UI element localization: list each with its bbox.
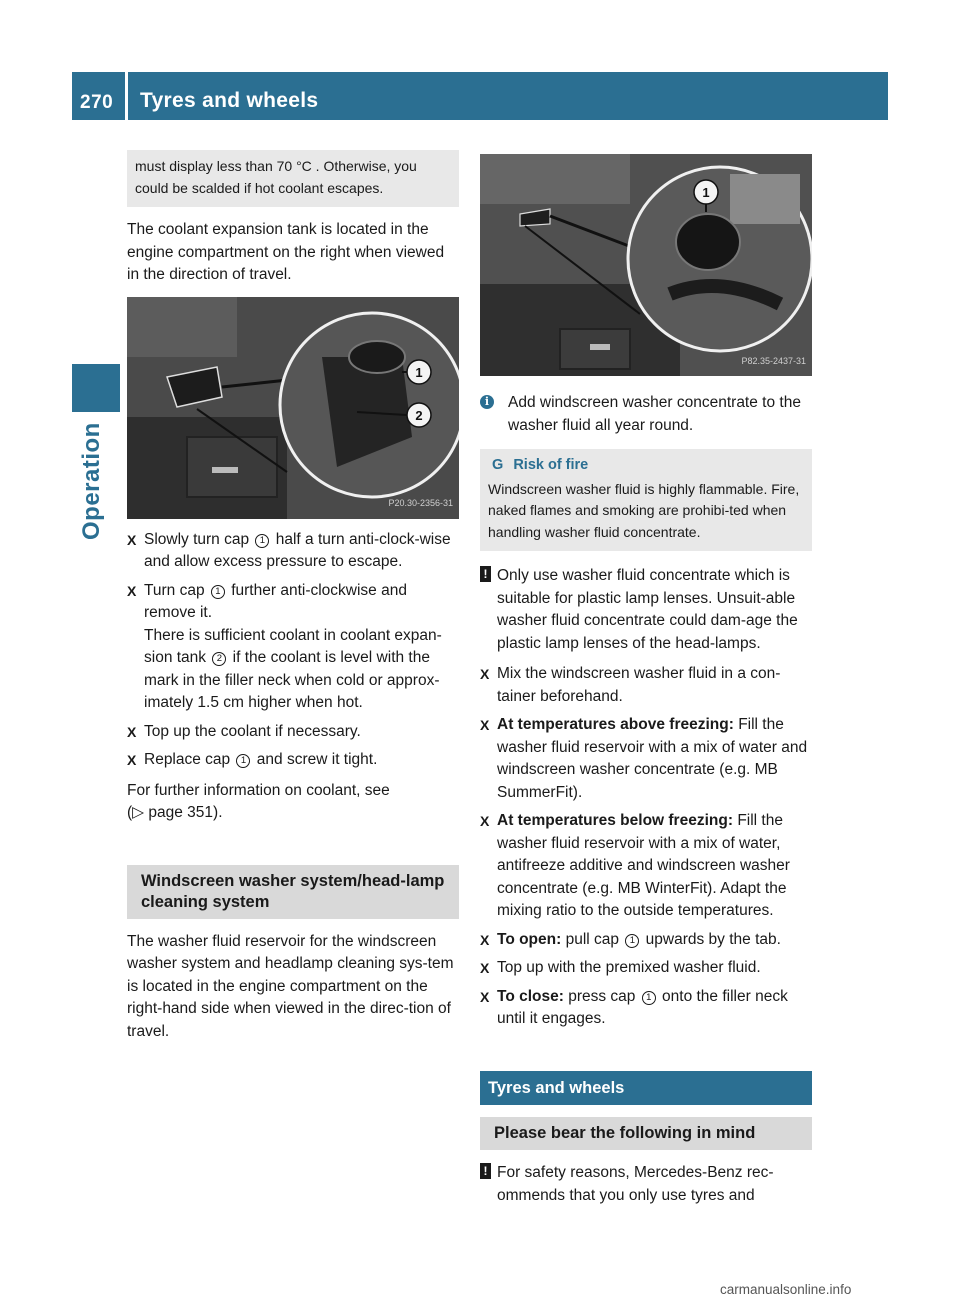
left-column: [127, 150, 459, 1053]
callout-1-icon: 1: [642, 991, 656, 1005]
washer-section-heading: Windscreen washer system/head-lamp cleaning system: [127, 865, 459, 919]
photo-code: P82.35-2437-31: [741, 355, 806, 366]
step-below-freezing: X At temperatures below freezing: Fill the washer fluid reservoir with a mix of water, antifreeze additive and windscreen washer concentrate (e.g. MB WinterFit). Adapt the mixing ratio to the outside temperatures.: [480, 812, 790, 919]
arrow-icon: X: [480, 813, 490, 829]
step-top-up-coolant: X Top up the coolant if necessary.: [127, 721, 459, 744]
tank-location-text: The coolant expansion tank is located in the engine compartment on the right when viewed in the direction of travel.: [127, 221, 445, 283]
arrow-icon: X: [127, 723, 137, 740]
info-note: i Add windscreen washer concentrate to the washer fluid all year round.: [480, 392, 812, 437]
arrow-icon: X: [480, 931, 490, 948]
fire-warning-title: G Risk of fire: [488, 455, 804, 477]
step-top-up-washer: X Top up with the premixed washer fluid.: [480, 957, 812, 980]
page-number: 270: [80, 92, 114, 113]
step-remove-cap: X Turn cap 1 further anti-clockwise and remove it. There is sufficient coolant in coolant expan-sion tank 2 if the coolant is level with the mark in the filler neck when cold or approx-imately 1.5 cm higher when hot.: [127, 581, 442, 711]
coolant-warning-box: [127, 150, 459, 207]
watermark: carmanualsonline.info: [720, 1282, 852, 1297]
exclamation-icon: !: [480, 1163, 491, 1179]
svg-text:1: 1: [702, 185, 710, 200]
page-reference-link[interactable]: (▷ page 351).: [127, 804, 223, 821]
arrow-icon: X: [480, 717, 490, 733]
exclamation-icon: !: [480, 566, 491, 582]
right-column: [480, 154, 812, 1215]
coolant-tank-photo: [127, 297, 459, 519]
step-open-cap: X To open: pull cap 1 upwards by the tab.: [480, 929, 812, 952]
coolant-tank-illustration: [127, 297, 459, 519]
tyres-section-heading: Tyres and wheels: [480, 1071, 812, 1106]
step-mix-fluid: X Mix the windscreen washer fluid in a con-tainer beforehand.: [480, 665, 781, 705]
arrow-icon: X: [127, 752, 137, 768]
lamp-lens-notice: ! Only use washer fluid concentrate which is suitable for plastic lamp lenses. Unsuit-able washer fluid concentrate could dam-age the plastic lamp lenses of the head-lamps.: [480, 565, 812, 655]
step-turn-cap-half: X Slowly turn cap 1 half a turn anti-clock-wise and allow excess pressure to escape.: [127, 530, 451, 570]
info-icon: i: [480, 395, 494, 409]
arrow-icon: X: [480, 988, 490, 1005]
callout-1-icon: 1: [211, 585, 225, 599]
callout-1-icon: 1: [255, 534, 269, 548]
callout-2-icon: 2: [212, 652, 226, 666]
step-replace-cap: X Replace cap 1 and screw it tight.: [127, 749, 459, 772]
svg-text:1: 1: [415, 364, 423, 380]
photo-code: P20.30-2356-31: [388, 498, 453, 508]
arrow-icon: X: [127, 531, 137, 548]
bear-in-mind-heading: Please bear the following in mind: [480, 1117, 812, 1150]
washer-reservoir-illustration: [480, 154, 812, 376]
fire-warning-box: [480, 449, 812, 551]
header-divider: [125, 72, 128, 120]
svg-text:2: 2: [415, 407, 423, 423]
arrow-icon: X: [127, 582, 137, 599]
tyre-safety-notice: ! For safety reasons, Mercedes-Benz rec-ommends that you only use tyres and: [480, 1162, 812, 1207]
step-above-freezing: X At temperatures above freezing: Fill the washer fluid reservoir with a mix of water and windscreen washer concentrate (e.g. MB SummerFit).: [480, 716, 808, 801]
page-title: Tyres and wheels: [140, 89, 319, 112]
callout-1-icon: 1: [625, 934, 639, 948]
fire-warning-text: Windscreen washer fluid is highly flammable. Fire, naked flames and smoking are prohibi-ted when handling washer fluid concentrate.: [488, 480, 800, 540]
section-tab-label: Operation: [78, 422, 105, 540]
washer-reservoir-photo: [480, 154, 812, 376]
section-tab-marker: [72, 364, 120, 412]
step-close-cap: X To close: press cap 1 onto the filler neck until it engages.: [480, 987, 788, 1027]
further-info: For further information on coolant, see (▷ page 351).: [127, 781, 390, 821]
arrow-icon: X: [480, 960, 490, 976]
washer-intro-text: The washer fluid reservoir for the windscreen washer system and headlamp cleaning sys-tem is located in the engine compartment on the right-hand side when viewed in the direc-tion of travel.: [127, 932, 454, 1040]
callout-1-icon: 1: [236, 754, 250, 768]
coolant-warning-text: must display less than 70 °C . Otherwise, you could be scalded if hot coolant escapes.: [135, 158, 417, 196]
arrow-icon: X: [480, 666, 490, 682]
warning-triangle-icon: G: [492, 457, 504, 473]
